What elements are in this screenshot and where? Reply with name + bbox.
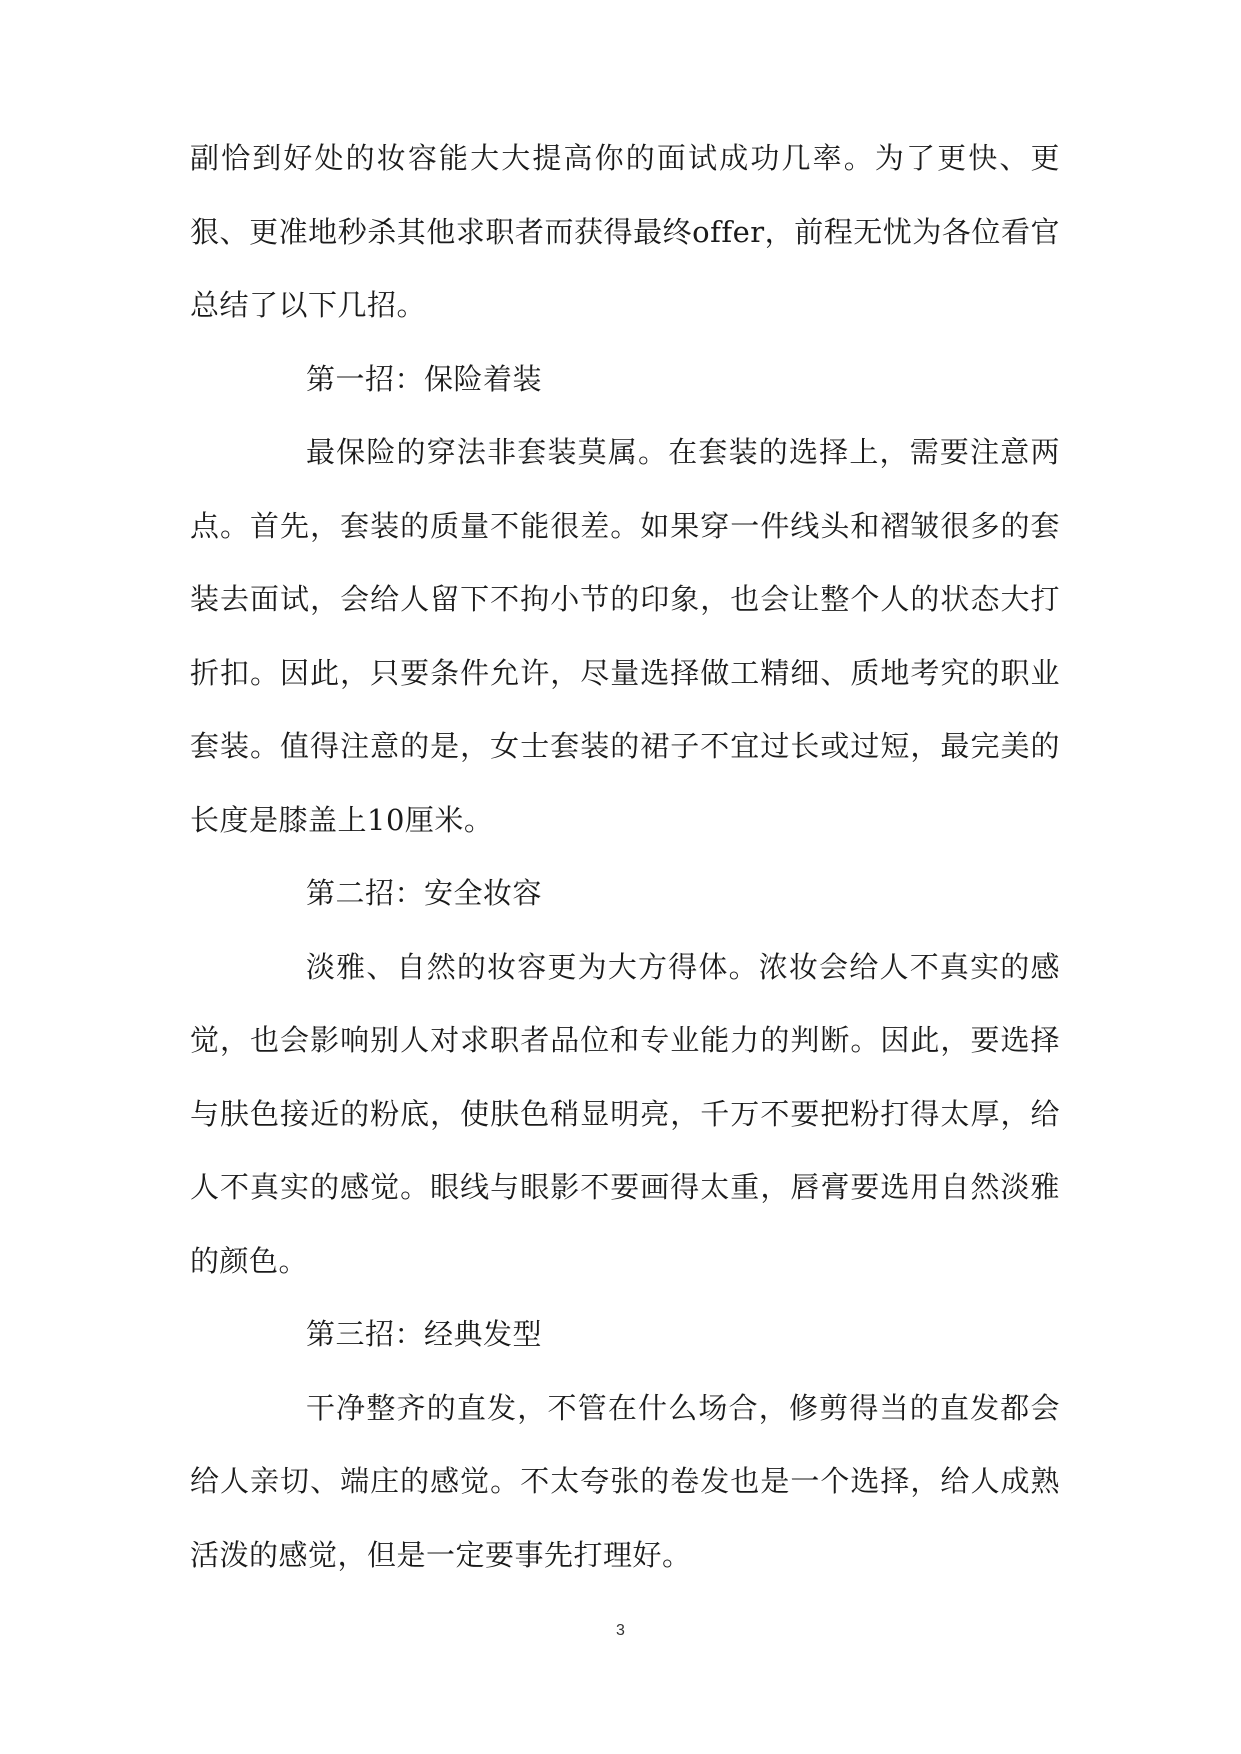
- heading-tip-1: 第一招：保险着装: [306, 361, 543, 396]
- paragraph-continuation: 副恰到好处的妆容能大大提高你的面试成功几率。为了更快、更狠、更准地秒杀其他求职者而获得最终offer，前程无忧为各位看官总结了以下几招。: [190, 141, 1060, 322]
- heading-tip-2: 第二招：安全妆容: [306, 876, 543, 910]
- paragraph-tip-1: 最保险的穿法非套装莫属。在套装的选择上，需要注意两点。首先，套装的质量不能很差。如果穿一件线头和褶皱很多的套装去面试，会给人留下不拘小节的印象，也会让整个人的状态大打折扣。因此，只要条件允许，尽量选择做工精细、质地考究的职业套装。值得注意的是，女士套装的裙子不宜过长或过短，最完美的长度是膝盖上10厘米。: [190, 435, 1060, 837]
- heading-tip-3: 第三招：经典发型: [306, 1317, 543, 1351]
- paragraph-tip-2: 淡雅、自然的妆容更为大方得体。浓妆会给人不真实的感觉，也会影响别人对求职者品位和专业能力的判断。因此，要选择与肤色接近的粉底，使肤色稍显明亮，千万不要把粉打得太厚，给人不真实的感觉。眼线与眼影不要画得太重，唇膏要选用自然淡雅的颜色。: [190, 949, 1060, 1278]
- page-number: 3: [616, 1622, 625, 1639]
- paragraph-tip-3: 干净整齐的直发，不管在什么场合，修剪得当的直发都会给人亲切、端庄的感觉。不太夸张的卷发也是一个选择，给人成熟活泼的感觉，但是一定要事先打理好。: [190, 1390, 1060, 1572]
- article-body: [190, 122, 1060, 1592]
